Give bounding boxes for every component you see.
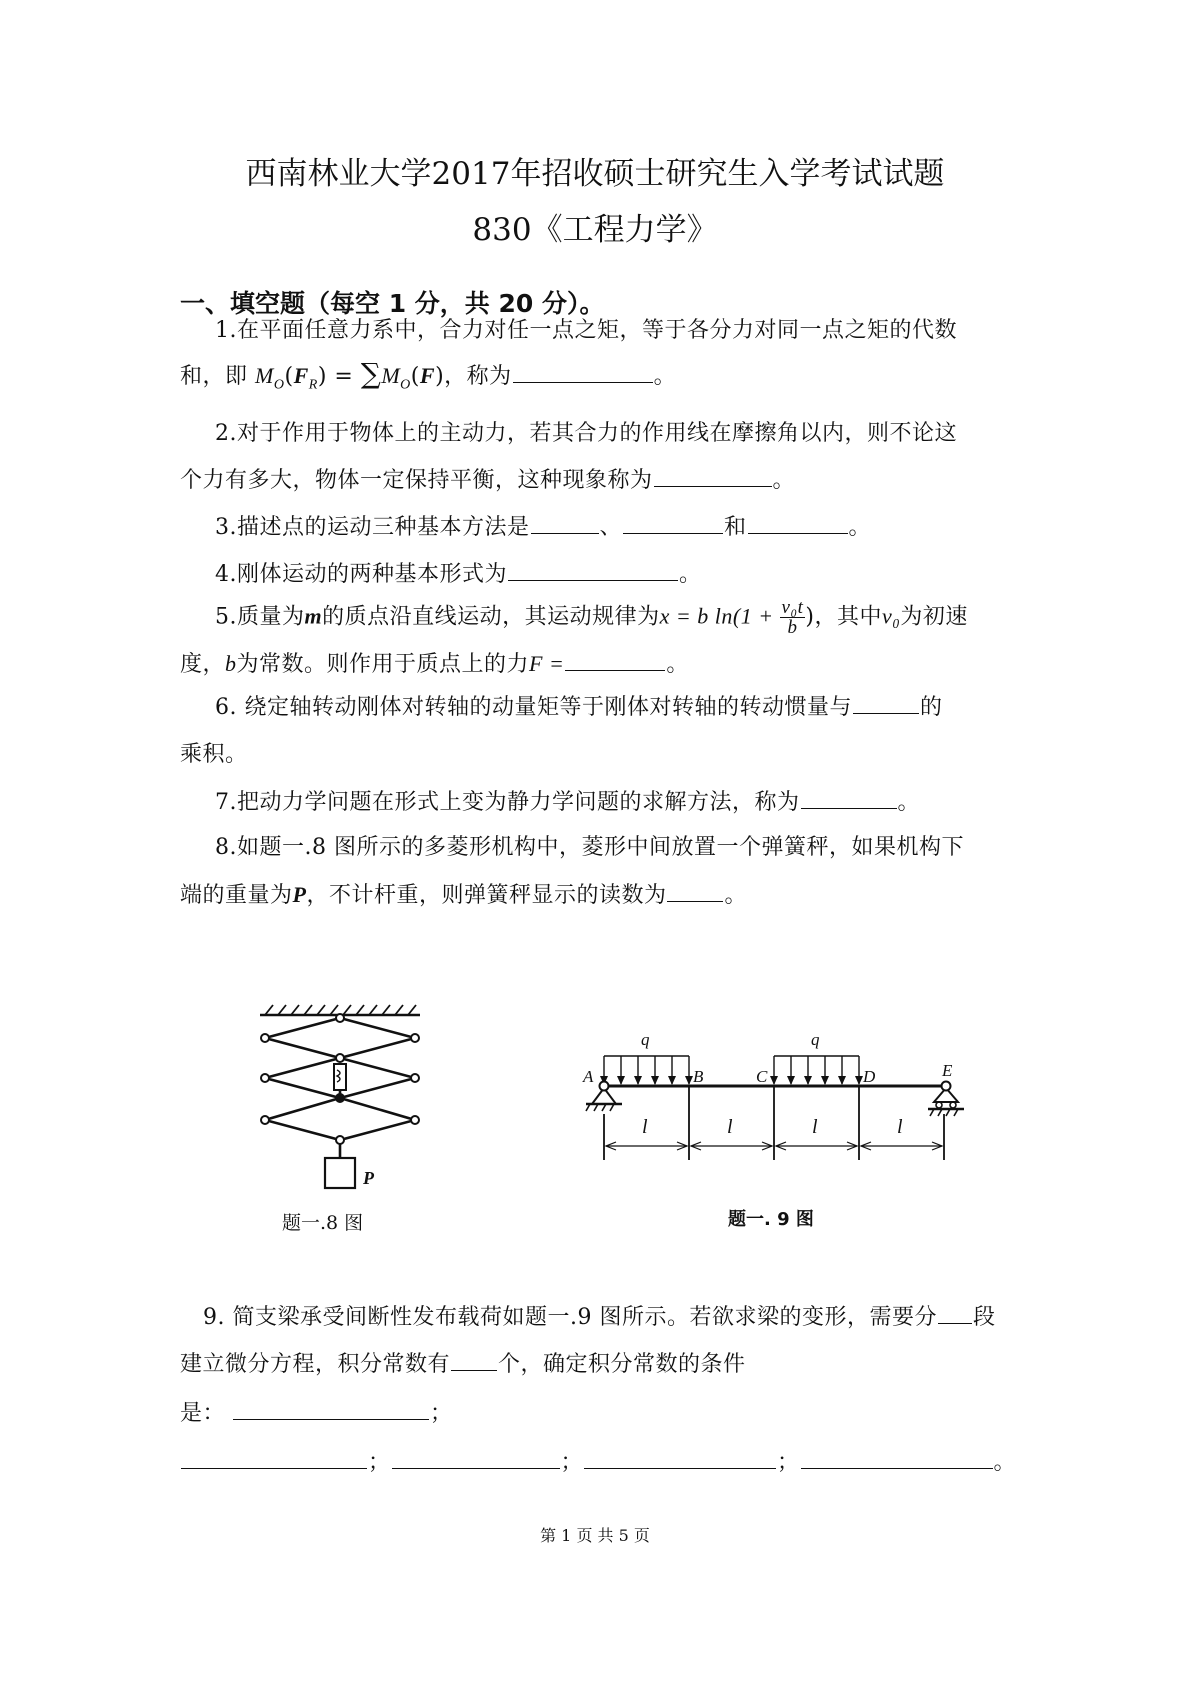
page-footer: 第 1 页 共 5 页 — [540, 1526, 650, 1545]
q7-blank[interactable] — [801, 788, 897, 809]
q8-line2 — [180, 878, 747, 909]
figure-8-diagram — [230, 990, 450, 1220]
point-e: E — [942, 1061, 953, 1080]
q5-text-d: 为初速 — [900, 604, 968, 630]
sum-symbol: ∑ — [360, 357, 382, 390]
rhombus-1 — [265, 1018, 415, 1058]
point-c: C — [756, 1067, 768, 1086]
load-1-arrows — [604, 1056, 689, 1084]
spring-coil — [337, 1070, 340, 1082]
figure-8-caption: 题一.8 图 — [282, 1212, 364, 1234]
q5-blank[interactable] — [565, 650, 665, 671]
q9-line2 — [180, 1347, 746, 1378]
q2-blank[interactable] — [654, 466, 772, 487]
figure-9-diagram — [580, 1020, 980, 1170]
q6-line2: 乘积。 — [180, 742, 248, 767]
q3-text: 3.描述点的运动三种基本方法是 — [215, 515, 530, 540]
q9-semi-3: ； — [560, 1450, 584, 1475]
q9-blank-cond-1[interactable] — [233, 1399, 429, 1420]
weight-block — [325, 1158, 355, 1188]
q5-text-f: 为常数。则作用于质点上的力 — [236, 652, 530, 677]
q9-text-c: 建立微分方程，积分常数有 — [180, 1352, 451, 1377]
q5-text-a: 5.质量为 — [215, 604, 305, 630]
frac-den: b — [787, 617, 798, 638]
var-m: m — [304, 603, 323, 629]
q8-text-a: 端的重量为 — [180, 883, 293, 908]
exam-subject: 830《工程力学》 — [472, 212, 718, 248]
q5-line1 — [215, 598, 968, 637]
q1-blank[interactable] — [513, 362, 653, 383]
q1-line1: 1.在平面任意力系中，合力对任一点之矩，等于各分力对同一点之矩的代数 — [215, 318, 957, 343]
load-label-1: q — [641, 1030, 650, 1049]
q9-blank-cond-2[interactable] — [181, 1448, 367, 1469]
q2-line2 — [180, 463, 795, 494]
q9-blank-cond-5[interactable] — [801, 1448, 993, 1469]
q5-text-c: ，其中 — [814, 604, 882, 630]
q8-text-b: ，不计杆重，则弹簧秤显示的读数为 — [306, 883, 667, 908]
point-b: B — [693, 1067, 704, 1086]
q9-line3 — [180, 1396, 453, 1427]
q6-text: 6. 绕定轴转动刚体对转轴的动量矩等于刚体对转轴的转动惯量与 — [215, 695, 852, 720]
formula-m: M — [255, 363, 274, 388]
span-label-1: l — [642, 1116, 648, 1138]
q8-line1: 8.如题一.8 图所示的多菱形机构中，菱形中间放置一个弹簧秤，如果机构下 — [215, 835, 964, 860]
q9-blank-cond-4[interactable] — [584, 1448, 776, 1469]
q5-end: 。 — [666, 652, 689, 677]
var-v0: v₀ — [881, 603, 901, 629]
load-arrowheads — [600, 1076, 863, 1085]
var-f: F = — [529, 651, 565, 676]
load-label-2: q — [811, 1030, 820, 1049]
q9-text-e: 是： — [180, 1401, 226, 1426]
weight-label: P — [363, 1168, 374, 1188]
q1-line2: 和，即 $M_O(F_R) = \sum M_O(F)$，称为 。 — [180, 357, 677, 393]
q3-sep1: 、 — [599, 515, 623, 540]
load-2-arrows — [774, 1056, 859, 1084]
q7-end: 。 — [897, 790, 921, 815]
q7-text: 7.把动力学问题在形式上变为静力学问题的求解方法，称为 — [215, 790, 800, 815]
point-d: D — [863, 1067, 876, 1086]
q9-blank-segments[interactable] — [938, 1303, 972, 1324]
q5-line2 — [180, 647, 689, 678]
q2-end: 。 — [772, 468, 796, 493]
q4-text: 4.刚体运动的两种基本形式为 — [215, 562, 507, 587]
q4-blank[interactable] — [508, 560, 678, 581]
var-x: x — [659, 603, 670, 629]
q8-blank[interactable] — [667, 881, 723, 902]
q3-sep2: 和 — [724, 515, 747, 540]
q9-blank-constants[interactable] — [451, 1350, 497, 1371]
formula-f: F — [293, 363, 309, 388]
eq-mid: = b ln(1 + — [669, 603, 780, 629]
q9-end: 。 — [993, 1450, 1017, 1475]
formula-f2: F — [419, 363, 436, 388]
formula-sub-o2: O — [400, 377, 411, 393]
figure-9-caption: 题一. 9 图 — [728, 1209, 814, 1230]
var-p: P — [292, 882, 307, 907]
q6-end: 的 — [920, 695, 943, 720]
exam-title: 西南林业大学2017年招收硕士研究生入学考试试题 — [245, 156, 945, 192]
span-label-3: l — [812, 1116, 818, 1138]
q9-text-b: 段 — [972, 1305, 996, 1330]
q4-end: 。 — [679, 562, 702, 587]
q5-text-e: 度， — [180, 652, 226, 677]
q7-line — [215, 785, 920, 816]
q9-text-d: 个，确定积分常数的条件 — [498, 1352, 746, 1377]
q8-end: 。 — [724, 883, 747, 908]
var-b: b — [225, 651, 237, 676]
q9-blank-cond-3[interactable] — [392, 1448, 560, 1469]
q1-suffix: ，称为 — [444, 364, 512, 389]
q9-line4 — [180, 1445, 1016, 1476]
span-label-2: l — [727, 1116, 733, 1138]
q9-semi-1: ； — [430, 1401, 453, 1426]
q2-text: 个力有多大，物体一定保持平衡，这种现象称为 — [180, 468, 653, 493]
frac-num: v₀t — [781, 597, 804, 618]
q5-text-b: 的质点沿直线运动，其运动规律为 — [322, 604, 660, 630]
q9-semi-4: ； — [777, 1450, 800, 1475]
q4-line — [215, 557, 702, 588]
q2-line1: 2.对于作用于物体上的主动力，若其合力的作用线在摩擦角以内，则不论这 — [215, 421, 957, 446]
fraction — [780, 598, 806, 637]
q3-blank-3[interactable] — [748, 513, 848, 534]
rhombus-3 — [265, 1098, 415, 1140]
q1-end: 。 — [653, 364, 677, 389]
q9-line1 — [203, 1300, 996, 1331]
eq-close: ) — [805, 604, 815, 630]
formula-eq: = — [334, 364, 354, 389]
section-lines — [604, 1086, 944, 1160]
q9-text-a: 9. 简支梁承受间断性发布载荷如题一.9 图所示。若欲求梁的变形，需要分 — [203, 1305, 937, 1330]
q1-prefix: 和，即 — [180, 364, 248, 389]
formula-sub-r: R — [308, 377, 318, 393]
q3-blank-1[interactable] — [531, 513, 599, 534]
q9-semi-2: ； — [368, 1450, 391, 1475]
q6-line1 — [215, 690, 943, 721]
point-a: A — [583, 1067, 594, 1086]
q3-end: 。 — [848, 515, 872, 540]
formula-m2: M — [381, 363, 401, 388]
formula-sub-o: O — [273, 377, 285, 393]
q3-blank-2[interactable] — [623, 513, 723, 534]
section-heading: 一、填空题（每空 1 分，共 20 分）。 — [180, 289, 605, 318]
q3-line — [215, 510, 871, 541]
span-label-4: l — [897, 1116, 903, 1138]
q6-blank[interactable] — [853, 693, 919, 714]
spring-scale — [334, 1064, 346, 1090]
